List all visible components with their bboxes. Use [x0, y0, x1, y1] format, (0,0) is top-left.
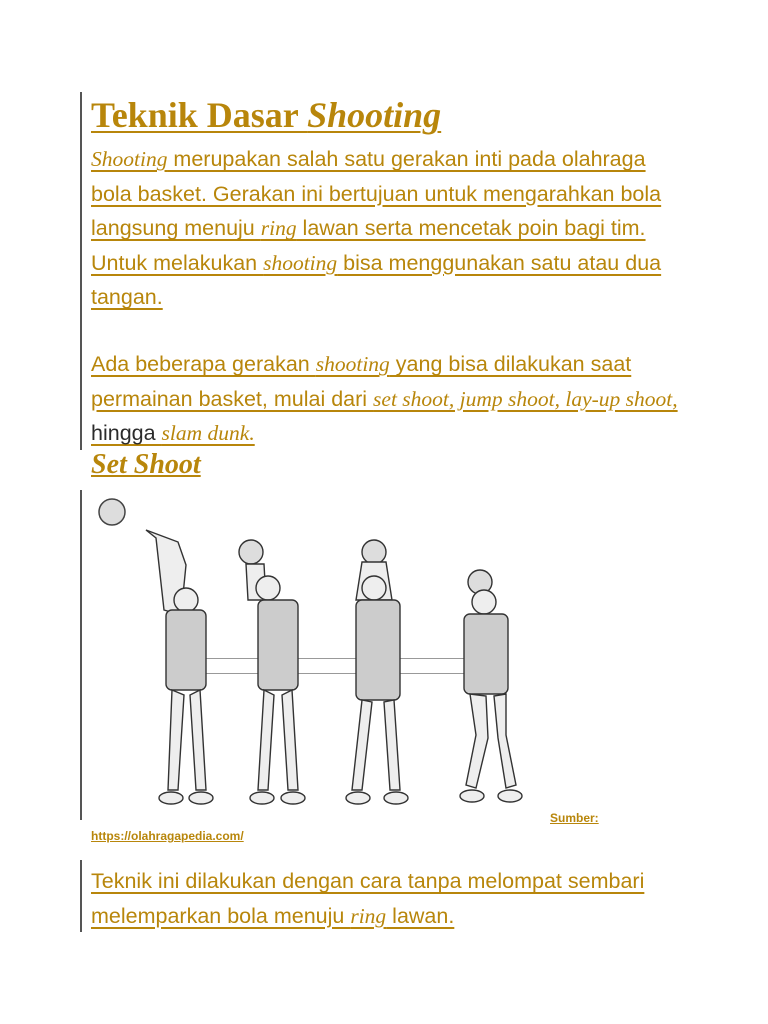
source-label: Sumber:: [550, 811, 599, 825]
left-margin-rule-top: [80, 92, 82, 450]
intro-paragraph[interactable]: Shooting merupakan salah satu gerakan inti pada olahraga bola basket. Gerakan ini bertujuan untuk mengarahkan bola langsung menuju ring lawan serta mencetak poin bagi tim. Untuk melakukan shooting bisa menggunakan satu atau dua tangan.: [91, 147, 662, 310]
shooting-term: Shooting: [91, 147, 168, 171]
player-figure: [239, 540, 305, 804]
shooting-types-list: set shoot, jump shoot, lay-up shoot,: [373, 386, 678, 411]
ground-dots: [196, 658, 506, 674]
left-margin-rule-figure: [80, 490, 82, 820]
basketball-icon: [99, 499, 125, 525]
ring-term: ring: [350, 903, 387, 928]
set-shoot-sequence-illustration: [86, 490, 546, 820]
slam-dunk-term: slam dunk.: [161, 421, 255, 446]
player-figure: [146, 530, 213, 804]
player-figure: [460, 570, 522, 802]
page-title: Teknik Dasar Shooting: [91, 95, 442, 135]
ring-term: ring: [260, 216, 297, 241]
shooting-types-paragraph[interactable]: Ada beberapa gerakan shooting yang bisa dilakukan saat permainan basket, mulai dari set shoot, jump shoot, lay-up shoot, hingga slam dunk.: [91, 352, 678, 446]
shooting-term: shooting: [315, 352, 390, 376]
set-shoot-heading[interactable]: Set Shoot: [91, 449, 201, 480]
closing-paragraph[interactable]: Teknik ini dilakukan dengan cara tanpa melompat sembari melemparkan bola menuju ring lawan.: [91, 869, 645, 928]
player-figure: [346, 540, 408, 804]
source-link[interactable]: https://olahragapedia.com/: [91, 829, 244, 843]
shooting-term: shooting: [263, 250, 338, 275]
left-margin-rule-bottom: [80, 860, 82, 932]
